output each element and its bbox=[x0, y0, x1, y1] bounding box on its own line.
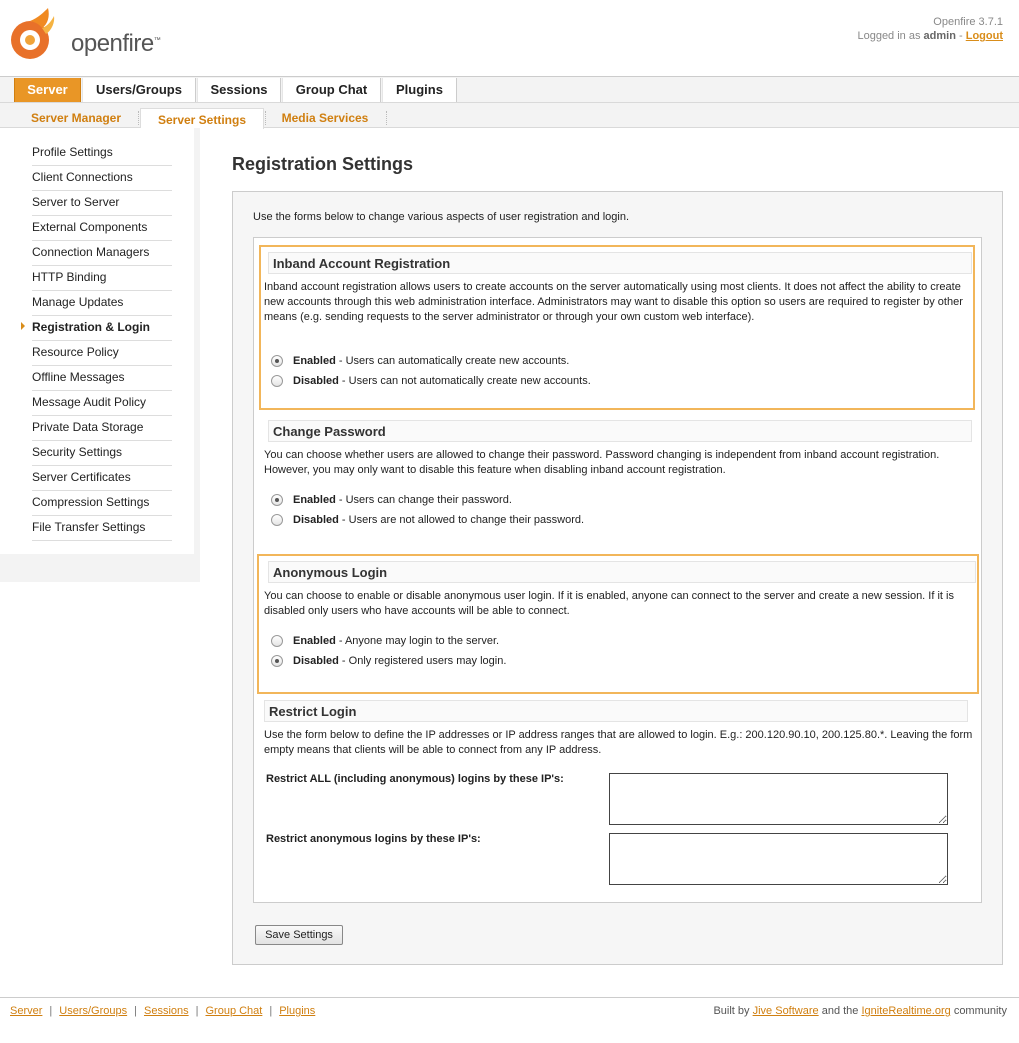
subtab-media-services[interactable]: Media Services bbox=[281, 111, 369, 125]
igniterealtime-link[interactable]: IgniteRealtime.org bbox=[861, 1005, 951, 1017]
subtab-divider bbox=[265, 111, 266, 125]
option-text bbox=[293, 492, 512, 508]
option-label: Disabled bbox=[293, 375, 339, 387]
restrict-anonymous-label: Restrict anonymous logins by these IP's: bbox=[266, 833, 481, 845]
jive-software-link[interactable]: Jive Software bbox=[752, 1005, 819, 1017]
sidebar-item-server-certificates[interactable]: Server Certificates bbox=[32, 466, 172, 491]
inband-registration-section bbox=[259, 245, 975, 410]
option-description: - Users can change their password. bbox=[338, 494, 512, 506]
footer-separator: | bbox=[49, 1005, 53, 1017]
tab-group-chat[interactable]: Group Chat bbox=[282, 78, 381, 102]
footer-credit bbox=[713, 1005, 1007, 1017]
flame-logo-icon bbox=[8, 8, 60, 64]
anonymous-login-section bbox=[257, 554, 979, 694]
login-separator: - bbox=[959, 30, 963, 42]
option-label: Disabled bbox=[293, 655, 339, 667]
change-password-section bbox=[259, 415, 975, 545]
section-description: You can choose to enable or disable anonymous user login. If it is enabled, anyone can connect to the server and create a new session. If it is disabled only users who have accounts will be able to connect. bbox=[264, 590, 954, 617]
radio-button[interactable] bbox=[271, 494, 283, 506]
radio-button[interactable] bbox=[271, 514, 283, 526]
option-description: - Only registered users may login. bbox=[341, 655, 507, 667]
restrict-anonymous-ips-input[interactable] bbox=[609, 833, 948, 885]
intro-text: Use the forms below to change various aspects of user registration and login. bbox=[253, 211, 630, 223]
sidebar-item-profile-settings[interactable]: Profile Settings bbox=[32, 141, 172, 166]
sidebar-item-file-transfer-settings[interactable]: File Transfer Settings bbox=[32, 516, 172, 541]
login-status bbox=[857, 30, 1003, 42]
option-label: Enabled bbox=[293, 494, 336, 506]
subtab-divider bbox=[386, 111, 387, 125]
sidebar-item-client-connections[interactable]: Client Connections bbox=[32, 166, 172, 191]
option-text bbox=[293, 512, 584, 528]
save-settings-button[interactable]: Save Settings bbox=[255, 925, 343, 945]
main-tab-bar bbox=[0, 76, 1019, 102]
credit-middle: and the bbox=[821, 1005, 859, 1017]
option-label: Enabled bbox=[293, 355, 336, 367]
footer-nav bbox=[10, 1005, 315, 1017]
openfire-logo[interactable] bbox=[8, 8, 168, 64]
restrict-login-section bbox=[254, 695, 981, 900]
tab-plugins[interactable]: Plugins bbox=[382, 78, 457, 102]
username: admin bbox=[923, 30, 956, 42]
sidebar-item-security-settings[interactable]: Security Settings bbox=[32, 441, 172, 466]
option-description: - Users can automatically create new accounts. bbox=[338, 355, 570, 367]
sidebar-item-message-audit-policy[interactable]: Message Audit Policy bbox=[32, 391, 172, 416]
radio-button[interactable] bbox=[271, 655, 283, 667]
section-header: Restrict Login bbox=[264, 700, 968, 722]
section-description: Inband account registration allows users to create accounts on the server automatically using most clients. It does not affect the ability to create new accounts through this web administration interface. Administrators may want to disable this option so users are required to register by other means (e.g. sending requests to the server administrator or through your own custom web interface). bbox=[264, 281, 963, 323]
restrict-all-ips-input[interactable] bbox=[609, 773, 948, 825]
logo-text: openfire bbox=[71, 30, 154, 57]
section-header: Inband Account Registration bbox=[268, 252, 972, 274]
sidebar-item-http-binding[interactable]: HTTP Binding bbox=[32, 266, 172, 291]
option-text bbox=[293, 633, 499, 649]
sidebar-item-manage-updates[interactable]: Manage Updates bbox=[32, 291, 172, 316]
footer-link-users-groups[interactable]: Users/Groups bbox=[59, 1005, 128, 1017]
radio-button[interactable] bbox=[271, 635, 283, 647]
active-item-arrow-icon bbox=[21, 322, 25, 330]
option-description: - Users can not automatically create new accounts. bbox=[341, 375, 591, 387]
option-label: Enabled bbox=[293, 635, 336, 647]
footer-separator: | bbox=[195, 1005, 199, 1017]
tab-sessions[interactable]: Sessions bbox=[197, 78, 281, 102]
radio-button[interactable] bbox=[271, 375, 283, 387]
option-text bbox=[293, 373, 591, 389]
sidebar-item-registration-login[interactable]: Registration & Login bbox=[32, 316, 172, 341]
option-description: - Anyone may login to the server. bbox=[338, 635, 500, 647]
subtab-server-manager[interactable]: Server Manager bbox=[30, 111, 122, 125]
footer-separator: | bbox=[134, 1005, 137, 1017]
header bbox=[0, 0, 1019, 76]
logged-in-prefix: Logged in as bbox=[857, 30, 921, 42]
logout-link[interactable]: Logout bbox=[965, 30, 1003, 42]
sidebar-item-server-to-server[interactable]: Server to Server bbox=[32, 191, 172, 216]
credit-suffix: community bbox=[953, 1005, 1007, 1017]
section-header: Change Password bbox=[268, 420, 972, 442]
sidebar-item-resource-policy[interactable]: Resource Policy bbox=[32, 341, 172, 366]
footer bbox=[0, 997, 1019, 1043]
option-description: - Users are not allowed to change their password. bbox=[341, 514, 585, 526]
option-text bbox=[293, 653, 506, 669]
option-text bbox=[293, 353, 569, 369]
logo-wordmark bbox=[71, 30, 160, 58]
sidebar-menu bbox=[0, 128, 194, 554]
tab-server[interactable]: Server bbox=[14, 78, 81, 102]
settings-forms bbox=[253, 237, 982, 903]
subtab-server-settings[interactable]: Server Settings bbox=[140, 108, 264, 129]
trademark-symbol: ™ bbox=[153, 37, 161, 44]
footer-link-plugins[interactable]: Plugins bbox=[279, 1005, 316, 1017]
footer-link-server[interactable]: Server bbox=[10, 1005, 43, 1017]
radio-button[interactable] bbox=[271, 355, 283, 367]
footer-link-sessions[interactable]: Sessions bbox=[143, 1005, 189, 1017]
section-description: Use the form below to define the IP addresses or IP address ranges that are allowed to login. E.g.: 200.120.90.10, 200.125.80.*. Leaving the form empty means that clients will be able to connect from any IP address. bbox=[264, 729, 973, 756]
sidebar-item-private-data-storage[interactable]: Private Data Storage bbox=[32, 416, 172, 441]
footer-link-group-chat[interactable]: Group Chat bbox=[205, 1005, 263, 1017]
option-label: Disabled bbox=[293, 514, 339, 526]
version-label: Openfire 3.7.1 bbox=[933, 16, 1003, 28]
sidebar-item-external-components[interactable]: External Components bbox=[32, 216, 172, 241]
footer-separator: | bbox=[269, 1005, 273, 1017]
sidebar-item-offline-messages[interactable]: Offline Messages bbox=[32, 366, 172, 391]
credit-prefix: Built by bbox=[713, 1005, 750, 1017]
section-description: You can choose whether users are allowed to change their password. Password changing is independent from inband account registration. However, you may only want to disable this feature when disabling inband account registration. bbox=[264, 449, 940, 476]
page-title: Registration Settings bbox=[232, 154, 414, 174]
subtab-divider bbox=[138, 111, 139, 125]
sidebar bbox=[0, 128, 200, 582]
tab-users-groups[interactable]: Users/Groups bbox=[82, 78, 196, 102]
sidebar-item-connection-managers[interactable]: Connection Managers bbox=[32, 241, 172, 266]
sidebar-item-compression-settings[interactable]: Compression Settings bbox=[32, 491, 172, 516]
sub-tab-bar bbox=[0, 102, 1019, 128]
restrict-all-label: Restrict ALL (including anonymous) logins by these IP's: bbox=[266, 773, 564, 785]
section-header: Anonymous Login bbox=[268, 561, 976, 583]
